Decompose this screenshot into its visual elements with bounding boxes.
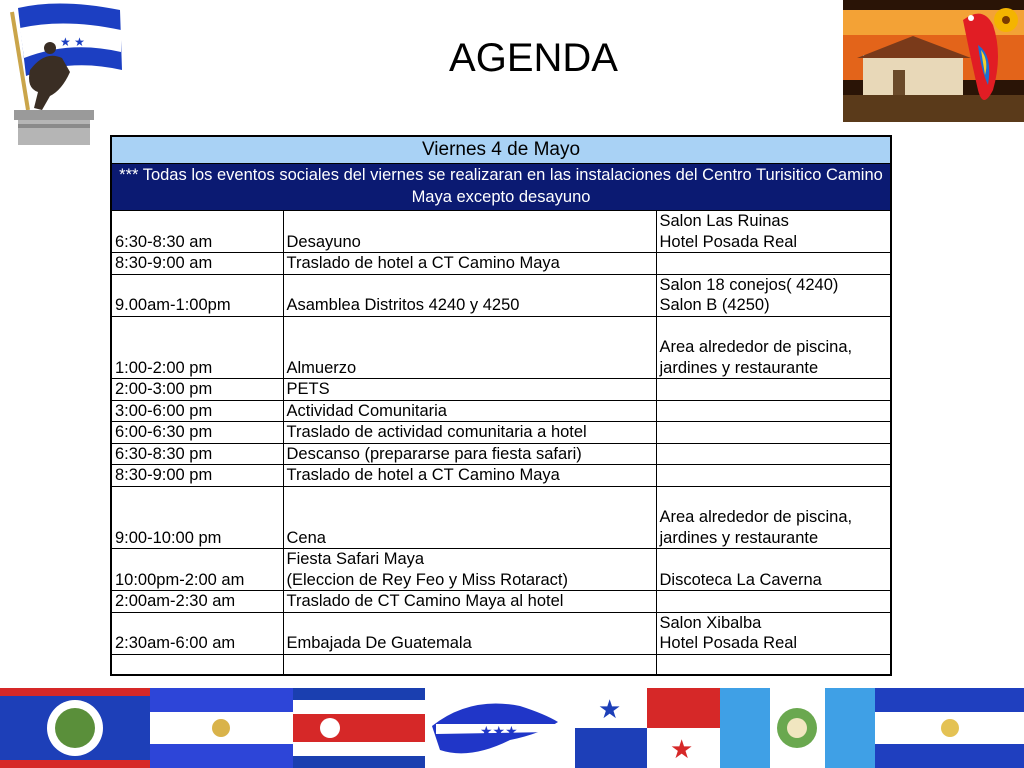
agenda-time: 9.00am-1:00pm [111,274,283,316]
agenda-activity-cell [283,422,656,444]
guatemala-flag-icon [720,688,875,768]
agenda-row [111,591,891,613]
agenda-row [111,274,891,316]
agenda-location-cell [656,654,891,675]
agenda-location-line: Discoteca La Caverna [659,570,822,589]
agenda-activity-line: PETS [286,380,330,398]
agenda-location-line: jardines y restaurante [659,528,819,547]
agenda-location-line: Salon Xibalba [659,613,762,632]
agenda-activity-line: Fiesta Safari Maya [286,550,425,568]
honduras-map-icon [425,688,575,768]
agenda-activity-cell [283,211,656,253]
agenda-location-line: Area alrededor de piscina, [659,508,853,526]
agenda-activity-line: Cena [286,528,326,547]
agenda-location-cell [656,316,891,379]
agenda-row [111,443,891,465]
agenda-day-header [111,136,891,164]
agenda-row [111,465,891,487]
svg-text:★: ★ [670,734,694,764]
svg-text:★: ★ [598,694,622,724]
agenda-activity-line: Traslado de hotel a CT Camino Maya [286,466,560,484]
agenda-location-line [660,487,888,508]
belize-flag-icon [0,688,150,768]
svg-text:★ ★: ★ ★ [60,35,85,49]
agenda-location-line: jardines y restaurante [659,358,819,377]
agenda-activity-cell [283,443,656,465]
agenda-time: 1:00-2:00 pm [111,316,283,379]
agenda-row [111,549,891,591]
agenda-time: 10:00pm-2:00 am [111,549,283,591]
agenda-row [111,400,891,422]
svg-text:★★★: ★★★ [480,723,518,739]
agenda-row [111,612,891,654]
agenda-activity-line: Desayuno [286,232,361,251]
agenda-row [111,379,891,401]
agenda-activity-line: Embajada De Guatemala [286,634,472,652]
agenda-activity-cell [283,274,656,316]
agenda-activity-cell [283,591,656,613]
costa-rica-flag-icon [293,688,425,768]
page-title: AGENDA [449,36,618,80]
agenda-activity-cell [283,253,656,275]
agenda-activity-cell [283,400,656,422]
agenda-time: 6:30-8:30 pm [111,443,283,465]
agenda-location-cell [656,612,891,654]
agenda-location-cell [656,211,891,253]
agenda-location-cell [656,400,891,422]
agenda-time: 2:00-3:00 pm [111,379,283,401]
agenda-activity-cell [283,316,656,379]
agenda-table [110,135,892,676]
agenda-time: 8:30-9:00 am [111,253,283,275]
agenda-activity-line: Traslado de CT Camino Maya al hotel [286,592,564,610]
agenda-activity-line: Actividad Comunitaria [286,401,447,420]
agenda-row [111,316,891,379]
agenda-location-cell [656,274,891,316]
flower-icon [994,8,1018,32]
agenda-row [111,211,891,253]
agenda-time: 8:30-9:00 pm [111,465,283,487]
agenda-location-line: Hotel Posada Real [659,232,798,251]
el-salvador-flag-icon [150,688,293,768]
agenda-location-cell [656,591,891,613]
agenda-location-cell [656,465,891,487]
central-america-flags-banner [0,688,1024,768]
agenda-activity-line: Traslado de hotel a CT Camino Maya [286,254,560,272]
agenda-note-row [111,164,891,211]
agenda-location-line: Hotel Posada Real [659,634,798,652]
agenda-row [111,253,891,275]
agenda-time: 6:00-6:30 pm [111,422,283,444]
agenda-location-cell [656,253,891,275]
agenda-location-cell [656,549,891,591]
agenda-activity-line: Descanso (prepararse para fiesta safari) [286,444,582,463]
agenda-location-cell [656,486,891,549]
agenda-activity-cell [283,486,656,549]
agenda-time [111,654,283,675]
agenda-activity-cell [283,654,656,675]
panama-flag-icon [575,688,720,768]
agenda-activity-line: Asamblea Distritos 4240 y 4250 [286,296,520,314]
agenda-row [111,654,891,675]
agenda-activity-cell [283,465,656,487]
agenda-location-line: Salon B (4250) [659,296,770,314]
agenda-time: 6:30-8:30 am [111,211,283,253]
agenda-activity-cell [283,612,656,654]
agenda-location-line: Area alrededor de piscina, [659,338,853,356]
agenda-location-cell [656,443,891,465]
agenda-location-cell [656,379,891,401]
agenda-time: 2:30am-6:00 am [111,612,283,654]
agenda-location-line [660,317,888,338]
agenda-location-line: Salon 18 conejos( 4240) [659,275,839,294]
agenda-note: *** Todas los eventos sociales del viernes se realizaran en las instalaciones del Centro Turisitico Camino Maya excepto desayuno [111,164,891,211]
agenda-row [111,486,891,549]
agenda-time: 2:00am-2:30 am [111,591,283,613]
agenda-day-label: Viernes 4 de Mayo [111,136,891,164]
agenda-activity-cell [283,549,656,591]
agenda-activity-line: Almuerzo [286,358,357,377]
agenda-time: 9:00-10:00 pm [111,486,283,549]
agenda-activity-line: (Eleccion de Rey Feo y Miss Rotaract) [286,570,569,589]
agenda-row [111,422,891,444]
nicaragua-flag-icon [875,688,1024,768]
agenda-time: 3:00-6:00 pm [111,400,283,422]
agenda-activity-line: Traslado de actividad comunitaria a hotel [286,423,587,441]
agenda-location-line: Salon Las Ruinas [659,212,789,230]
agenda-location-cell [656,422,891,444]
agenda-activity-cell [283,379,656,401]
